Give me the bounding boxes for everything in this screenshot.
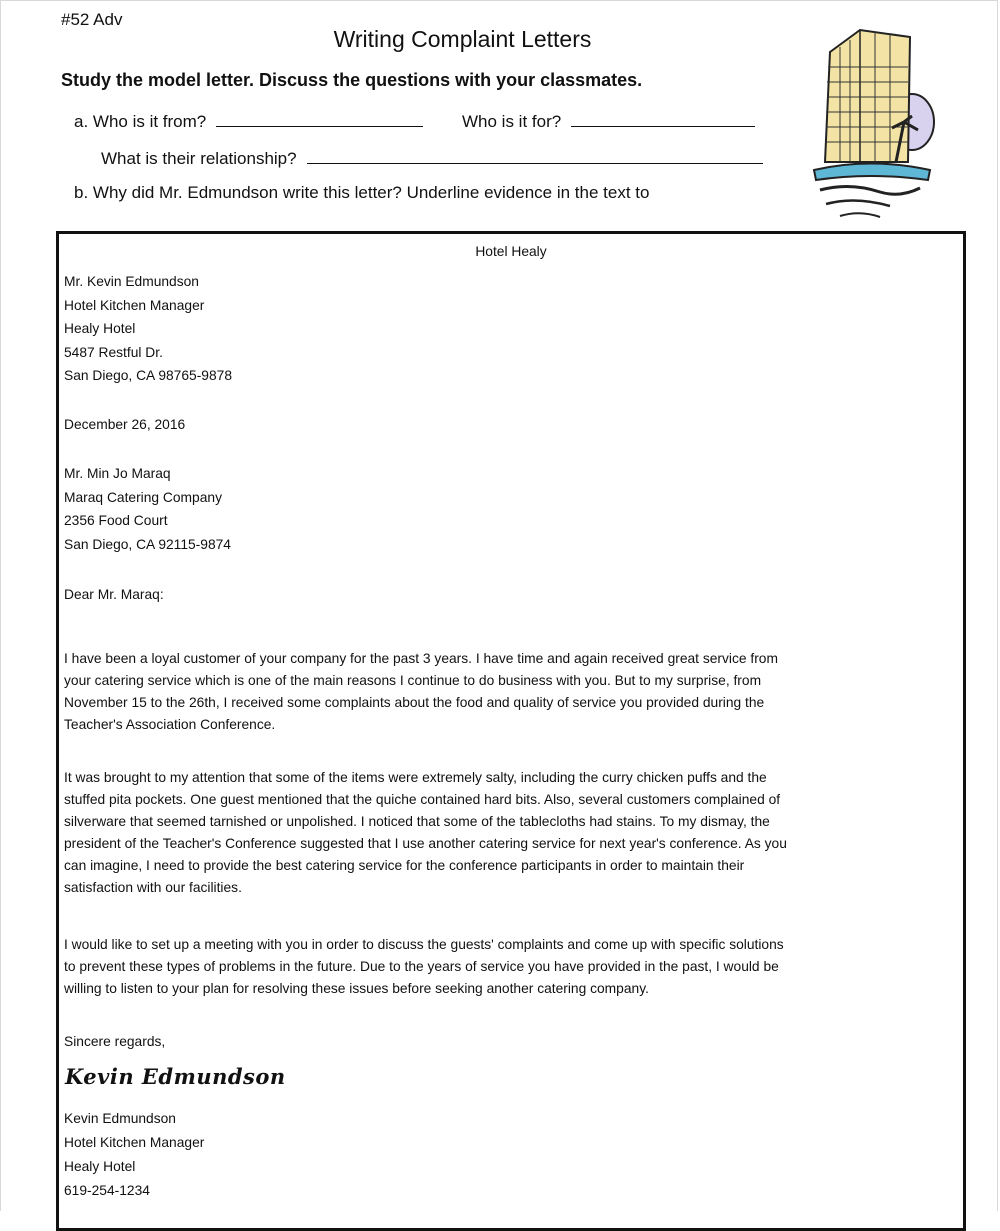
answer-relationship-blank[interactable] [307,145,763,164]
sender-city: San Diego, CA 98765-9878 [64,368,232,383]
signature-title: Hotel Kitchen Manager [64,1135,205,1150]
recipient-street: 2356 Food Court [64,513,168,528]
paragraph-line: It was brought to my attention that some of the items were extremely salty, including the curry chicken puffs and the [64,770,767,785]
sender-address [64,270,944,388]
signature-company: Healy Hotel [64,1159,136,1174]
paragraph-line: willing to listen to your plan for resolving these issues before seeking another catering company. [64,981,649,996]
question-for-label: Who is it for? [462,112,562,131]
hotel-clipart-icon [800,12,940,222]
paragraph-line: I have been a loyal customer of your company for the past 3 years. I have time and again received great service from [64,651,778,666]
signature-block [64,1107,944,1203]
recipient-address [64,462,944,556]
paragraph-line: satisfaction with our facilities. [64,880,242,895]
letterhead: Hotel Healy [475,244,547,259]
recipient-name: Mr. Min Jo Maraq [64,466,171,481]
worksheet-code: #52 Adv [61,10,123,29]
paragraph-line: to prevent these types of problems in the future. Due to the years of service you have provided in the past, I would be [64,959,779,974]
handwritten-signature: Kevin Edmundson [65,1064,286,1089]
recipient-company: Maraq Catering Company [64,489,222,505]
question-b: b. Why did Mr. Edmundson write this letter? Underline evidence in the text to [74,183,650,202]
paragraph-line: president of the Teacher's Conference suggested that I use another catering service for next year's conference. As you [64,836,787,851]
question-from-label: a. Who is it from? [74,112,207,131]
paragraph-line: your catering service which is one of the main reasons I continue to do business with you. But to my surprise, from [64,673,762,688]
paragraph-line: can imagine, I need to provide the best catering service for the conference participants in order to maintain their [64,858,745,873]
model-letter [56,231,966,1231]
paragraph-2 [64,767,930,899]
salutation: Dear Mr. Maraq: [64,587,164,602]
paragraph-line: Teacher's Association Conference. [64,717,276,732]
answer-for-blank[interactable] [571,108,755,127]
question-relationship-label: What is their relationship? [101,149,297,168]
instructions: Study the model letter. Discuss the questions with your classmates. [61,70,643,90]
paragraph-1 [64,648,930,736]
answer-from-blank[interactable] [216,108,423,127]
question-for-row [462,108,755,132]
sender-street: 5487 Restful Dr. [64,344,163,360]
sender-company: Healy Hotel [64,321,136,336]
recipient-city: San Diego, CA 92115-9874 [64,536,231,552]
paragraph-3 [64,934,930,1000]
sender-title: Hotel Kitchen Manager [64,297,205,313]
signature-name: Kevin Edmundson [64,1111,176,1126]
paragraph-line: I would like to set up a meeting with you in order to discuss the guests' complaints and come up with specific solutions [64,937,784,952]
paragraph-line: silverware that seemed tarnished or unpolished. I noticed that some of the tablecloths had stains. To my dismay, the [64,814,770,829]
closing: Sincere regards, [64,1034,166,1049]
signature-phone: 619-254-1234 [64,1183,150,1198]
sender-name: Mr. Kevin Edmundson [64,274,199,289]
question-a-row [74,108,423,132]
paragraph-line: November 15 to the 26th, I received some complaints about the food and quality of service you provided during the [64,695,765,710]
paragraph-line: stuffed pita pockets. One guest mentioned that the quiche contained hard bits. Also, several customers complained of [64,792,781,807]
page-title: Writing Complaint Letters [333,26,592,52]
question-relationship-row [101,145,763,169]
letter-date: December 26, 2016 [64,417,186,432]
